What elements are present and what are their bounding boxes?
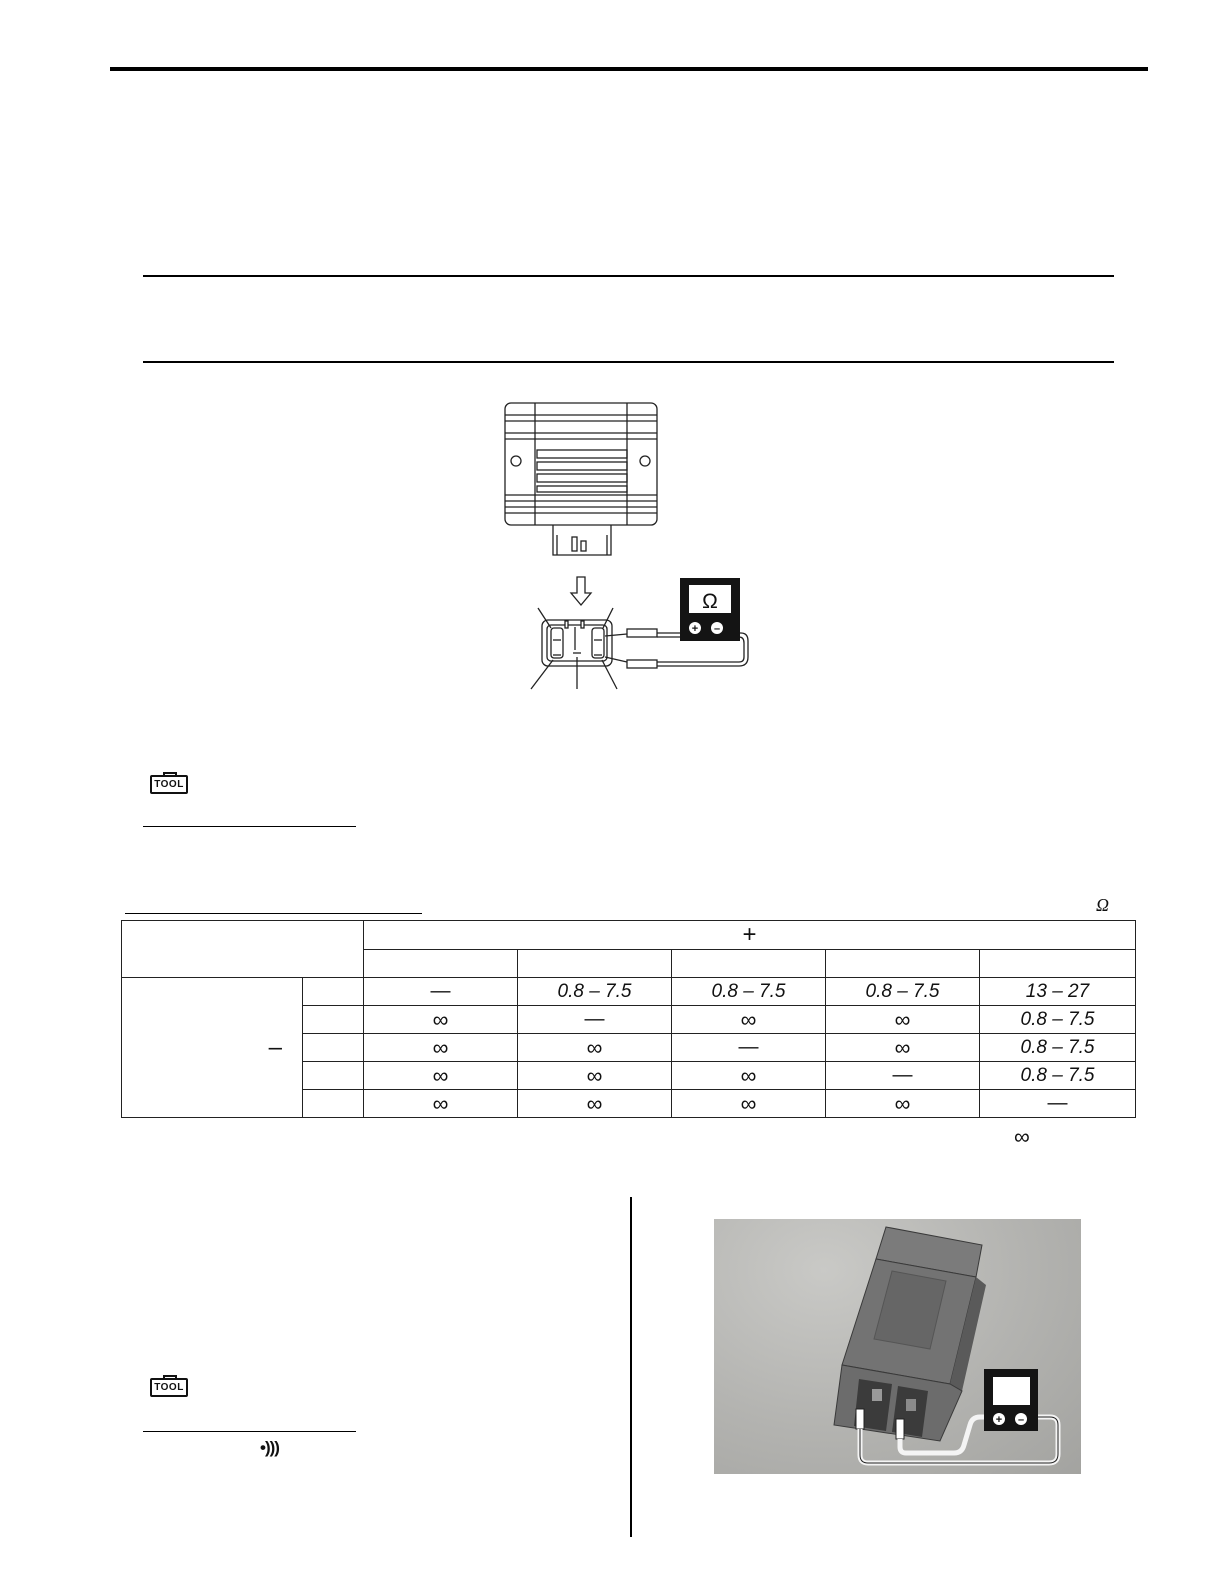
tool-icon-label: TOOL [154,1382,184,1393]
note-bottom-rule [143,361,1114,363]
table-cell: ∞ [826,1006,980,1034]
table-cell: ∞ [518,1034,672,1062]
table-cell: ∞ [518,1062,672,1090]
col-header [518,950,672,978]
multimeter-icon [984,1369,1038,1431]
row-header [303,1034,364,1062]
table-cell: 0.8 – 7.5 [980,1006,1136,1034]
row-header [303,1090,364,1118]
fuse-test-photo [714,1219,1081,1474]
table-cell: 0.8 – 7.5 [980,1062,1136,1090]
column-divider [630,1197,632,1537]
table-cell: ∞ [826,1090,980,1118]
row-header [303,978,364,1006]
table-cell: 0.8 – 7.5 [826,978,980,1006]
table-cell: ∞ [518,1090,672,1118]
table-cell: 0.8 – 7.5 [980,1034,1136,1062]
table-cell: 0.8 – 7.5 [672,978,826,1006]
meter-minus-terminal: – [713,623,721,635]
meter-plus-terminal: + [691,623,699,635]
minus-probe-header [122,978,303,1118]
row-header [303,1006,364,1034]
note-top-rule [143,275,1114,277]
table-cell: ∞ [826,1034,980,1062]
tool-icon [150,775,188,794]
table-cell: ∞ [364,1090,518,1118]
photo-meter-plus: + [995,1414,1003,1426]
table-cell: ∞ [364,1062,518,1090]
table-cell: ∞ [672,1090,826,1118]
table-cell: — [364,978,518,1006]
minus-probe-label: – [268,1033,282,1061]
col-header [672,950,826,978]
table-cell: ∞ [672,1006,826,1034]
tool-icon-label: TOOL [154,779,184,790]
tool-icon [150,1378,188,1397]
table-caption-underline [125,913,422,914]
down-arrow-icon [571,577,591,605]
table-cell: 0.8 – 7.5 [518,978,672,1006]
table-row [122,978,1136,1006]
table-cell: — [980,1090,1136,1118]
table-unit-symbol: Ω [1096,895,1110,915]
row-header [303,1062,364,1090]
col-header [980,950,1136,978]
table-cell: ∞ [364,1034,518,1062]
resistance-table [121,920,1136,1118]
header-rule [110,67,1148,71]
multimeter-icon [680,578,740,641]
continuity-symbol: •))) [260,1438,279,1457]
regulator-diagram [495,395,785,705]
meter-omega-label: Ω [702,590,718,613]
table-cell: ∞ [364,1006,518,1034]
plus-probe-header: + [364,921,1136,950]
table-corner-cell [122,921,364,978]
table-cell: — [518,1006,672,1034]
footnote-infinity-symbol: ∞ [1014,1124,1030,1149]
col-header [364,950,518,978]
tool-underline [143,826,356,827]
photo-meter-minus: – [1017,1414,1025,1426]
table-cell: — [826,1062,980,1090]
table-cell: — [672,1034,826,1062]
table-cell: ∞ [672,1062,826,1090]
table-cell: 13 – 27 [980,978,1136,1006]
col-header [826,950,980,978]
tool-underline [143,1431,356,1432]
